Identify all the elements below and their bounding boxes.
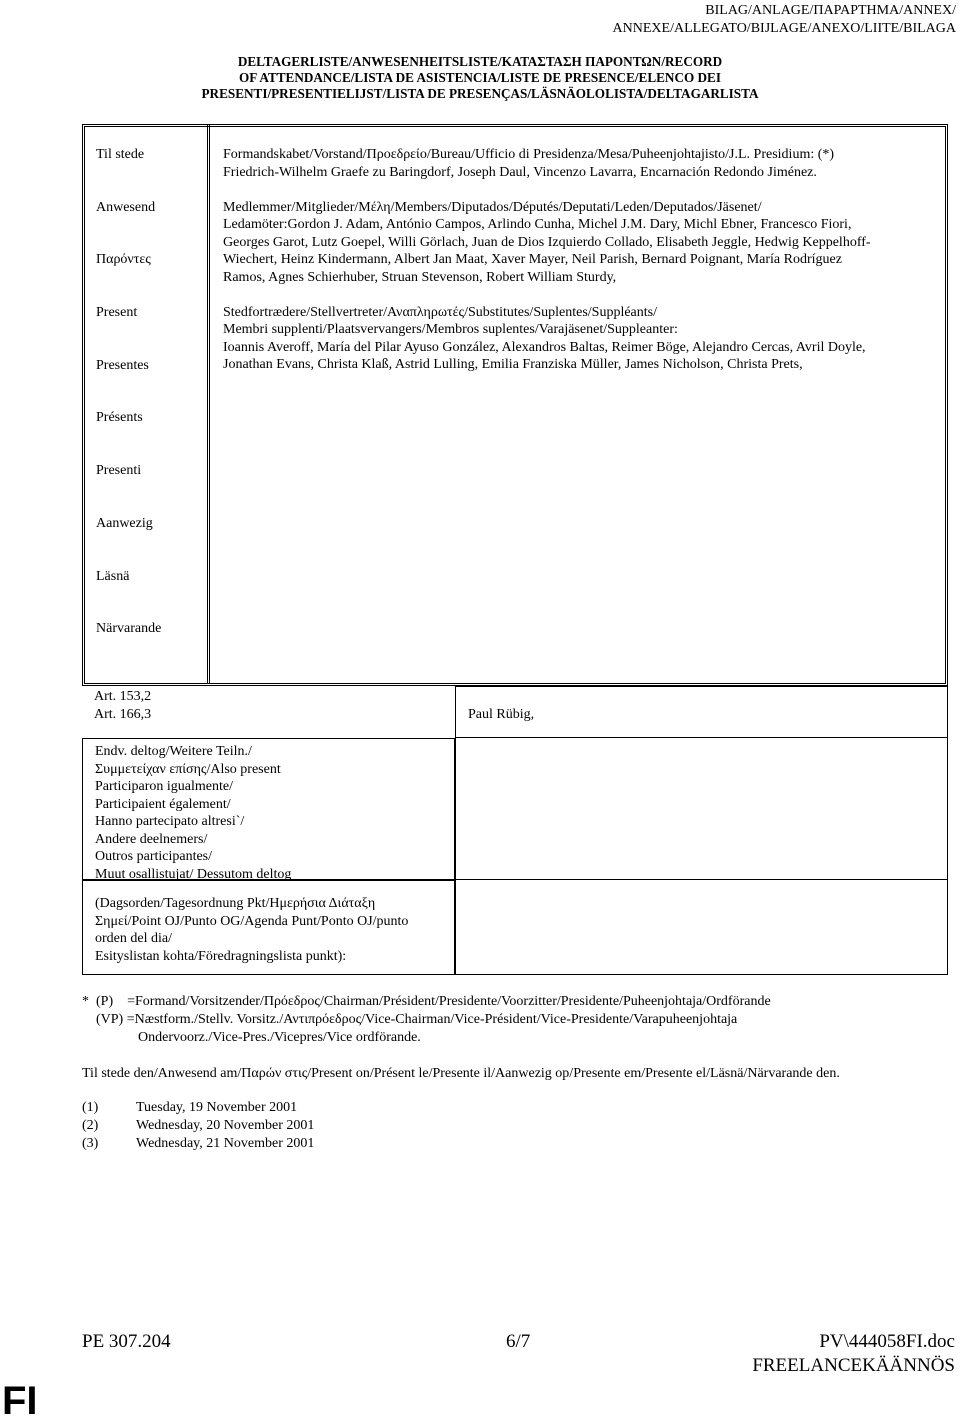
footnotes xyxy=(82,993,771,1047)
members-line: Georges Garot, Lutz Goepel, Willi Görlach, Juan de Dios Izquierdo Collado, Elisabeth Jeggle, Hedwig Keppelhoff- xyxy=(223,234,871,250)
substitutes-section xyxy=(223,304,938,374)
footer-service: FREELANCEKÄÄNNÖS xyxy=(752,1355,955,1376)
also-present-line: Endv. deltog/Weitere Teiln./ xyxy=(95,744,252,759)
date-number: (1) xyxy=(82,1100,99,1115)
agenda-line: Σημεί/Point OJ/Punto OG/Agenda Punt/Ponto OJ/punto xyxy=(95,913,409,929)
also-present-line: Outros participantes/ xyxy=(95,849,213,864)
also-present-line: Andere deelnemers/ xyxy=(95,831,208,847)
annex-header xyxy=(613,2,956,38)
substitutes-line: Ioannis Averoff, María del Pilar Ayuso González, Alexandros Baltas, Reimer Böge, Alejandro Cercas, Avril Doyle, xyxy=(223,339,866,355)
substitutes-line: Jonathan Evans, Christa Klaß, Astrid Lulling, Emilia Franziska Müller, James Nicholson, Christa Prets, xyxy=(223,357,803,372)
date-text: Wednesday, 21 November 2001 xyxy=(136,1136,315,1151)
footer-doc: PV\444058FI.doc xyxy=(819,1331,955,1352)
members-heading: Medlemmer/Mitglieder/Μέλη/Members/Diputados/Députés/Deputati/Leden/Deputados/Jäsenet/ xyxy=(223,199,762,215)
dates-list xyxy=(82,1099,314,1153)
present-label: Présents xyxy=(96,410,143,426)
present-label: Παρόντες xyxy=(96,252,151,268)
also-present-line: Participaron igualmente/ xyxy=(95,779,234,794)
footnote-vice-chairman-2: Ondervoorz./Vice-Pres./Vicepres/Vice ordförande. xyxy=(82,1030,421,1045)
present-on-line: Til stede den/Anwesend am/Παρών στις/Present on/Présent le/Presente il/Aanwezig op/Presente em/Presente el/Läsnä/Närvarande den. xyxy=(82,1066,840,1081)
members-line: Ledamöter:Gordon J. Adam, António Campos, Arlindo Cunha, Michel J.M. Dary, Michl Ebner, Francesco Fiori, xyxy=(223,217,852,232)
bureau-names: Friedrich-Wilhelm Graefe zu Baringdorf, Joseph Daul, Vincenzo Lavarra, Encarnación Redondo Jiménez. xyxy=(223,164,817,180)
article-153: Art. 153,2 xyxy=(94,689,152,704)
also-present-line: Hanno partecipato altresi`/ xyxy=(95,814,245,829)
date-item xyxy=(82,1135,314,1153)
present-label: Läsnä xyxy=(96,568,130,584)
date-text: Wednesday, 20 November 2001 xyxy=(136,1118,315,1133)
attendance-names xyxy=(223,146,938,391)
annex-line-1: BILAG/ANLAGE/ΠΑΡΑΡΤΗΜΑ/ANNEX/ xyxy=(705,3,956,18)
agenda-names-cell xyxy=(455,880,948,975)
present-label: Anwesend xyxy=(96,199,156,215)
document-title xyxy=(0,54,960,102)
bureau-section xyxy=(223,146,938,181)
also-present-line: Συμμετείχαν επίσης/Also present xyxy=(95,761,281,777)
attendance-divider xyxy=(207,124,210,684)
members-line: Ramos, Agnes Schierhuber, Struan Stevenson, Robert William Sturdy, xyxy=(223,269,617,285)
also-present-names-cell xyxy=(455,738,948,880)
substitutes-heading: Stedfortrædere/Stellvertreter/Αναπληρωτές/Substitutes/Suplentes/Suppléants/ xyxy=(223,304,657,320)
agenda-line: Esityslistan kohta/Föredragningslista punkt): xyxy=(95,948,347,964)
present-labels xyxy=(96,145,161,672)
footer-doc-info xyxy=(752,1330,955,1378)
article-names-cell xyxy=(455,686,948,738)
annex-line-2: ANNEXE/ALLEGATO/BIJLAGE/ANEXO/LIITE/BILAGA xyxy=(612,21,956,36)
date-text: Tuesday, 19 November 2001 xyxy=(136,1100,298,1115)
also-present-line: Muut osallistujat/ Dessutom deltog xyxy=(95,866,292,882)
date-number: (2) xyxy=(82,1118,99,1133)
bureau-heading: Formandskabet/Vorstand/Προεδρείο/Bureau/Ufficio di Presidenza/Mesa/Puheenjohtajisto/J.L. Presidium: (*) xyxy=(223,147,835,162)
language-code: FI xyxy=(2,1379,38,1423)
article-names: Paul Rübig, xyxy=(468,707,535,722)
title-line-2: OF ATTENDANCE/LISTA DE ASISTENCIA/LISTE DE PRESENCE/ELENCO DEI xyxy=(239,70,721,85)
present-label: Närvarande xyxy=(96,621,162,637)
present-label: Presentes xyxy=(96,357,149,373)
substitutes-heading-2: Membri supplenti/Plaatsvervangers/Membros suplentes/Varajäsenet/Suppleanter: xyxy=(223,322,678,337)
footnote-chairman: * (P) =Formand/Vorsitzender/Πρόεδρος/Chairman/Président/Presidente/Voorzitter/Presidente/Puheenjohtaja/Ordförande xyxy=(82,994,771,1009)
present-label: Presenti xyxy=(96,463,142,479)
footer-ref: PE 307.204 xyxy=(82,1331,171,1352)
footer-page: 6/7 xyxy=(506,1331,531,1352)
article-166: Art. 166,3 xyxy=(94,706,152,722)
title-line-1: DELTAGERLISTE/ANWESENHEITSLISTE/ΚΑΤΑΣΤΑΣΗ ΠΑΡΟΝΤΩΝ/RECORD xyxy=(237,54,723,69)
agenda-line: orden del dia/ xyxy=(95,931,172,946)
date-number: (3) xyxy=(82,1136,99,1151)
present-label: Til stede xyxy=(96,147,145,162)
agenda-line: (Dagsorden/Tagesordnung Pkt/Ημερήσια Διάταξη xyxy=(95,896,376,911)
footnote-vice-chairman: (VP) =Næstform./Stellv. Vorsitz./Αντιπρόεδρος/Vice-Chairman/Vice-Président/Vice-Presidente/Varapuheenjohtaja xyxy=(82,1012,738,1027)
agenda-cell xyxy=(82,880,455,975)
present-label: Present xyxy=(96,305,138,321)
present-label: Aanwezig xyxy=(96,515,153,531)
article-cell xyxy=(82,686,455,738)
date-item xyxy=(82,1099,314,1117)
date-item xyxy=(82,1117,314,1135)
also-present-line: Participaient également/ xyxy=(95,796,231,812)
members-line: Wiechert, Heinz Kindermann, Albert Jan Maat, Xaver Mayer, Neil Parish, Bernard Poignant, María Rodríguez xyxy=(223,252,842,267)
title-line-3: PRESENTI/PRESENTIELIJST/LISTA DE PRESENÇAS/LÄSNÄOLOLISTA/DELTAGARLISTA xyxy=(201,86,759,101)
members-section xyxy=(223,199,938,287)
also-present-cell xyxy=(82,738,455,880)
